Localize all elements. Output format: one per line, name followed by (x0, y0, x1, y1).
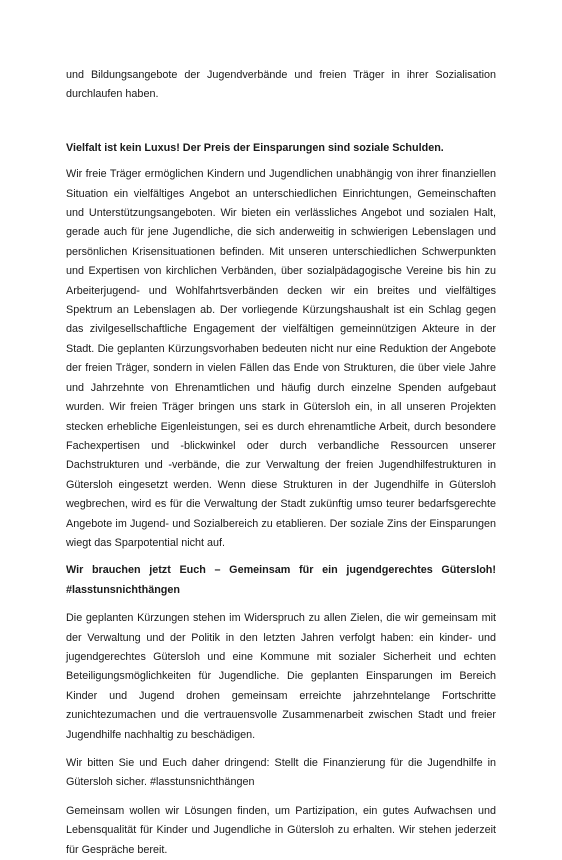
section1-heading: Vielfalt ist kein Luxus! Der Preis der Einsparungen sind soziale Schulden. (66, 141, 444, 154)
section2-heading: Wir brauchen jetzt Euch – Gemeinsam für ein jugendgerechtes Gütersloh! #lasstunsnichthängen (66, 564, 496, 596)
intro-paragraph: und Bildungsangebote der Jugendverbände und freien Träger in ihrer Sozialisation durchlaufen haben. (66, 69, 496, 101)
section2-paragraph-2: Wir bitten Sie und Euch daher dringend: Stellt die Finanzierung für die Jugendhilfe in Gütersloh sicher. #lasstunsnichthängen (66, 757, 496, 789)
section2-paragraph-1: Die geplanten Kürzungen stehen im Widerspruch zu allen Zielen, die wir gemeinsam mit der Verwaltung und der Politik in den letzten Jahren verfolgt haben: ein kinder- und jugendgerechtes Gütersloh und eine Kommune mit sozialer Sicherheit und echten Beteiligungsmöglichkeiten für Jugendliche. Die geplanten Einsparungen im Bereich Kinder und Jugend drohen gemeinsam erreichte jahrzehntelange Fortschritte zunichtezumachen und die vertrauensvolle Zusammenarbeit zwischen Stadt und freier Jugendhilfe nachhaltig zu beschädigen. (66, 612, 496, 741)
section2-paragraph-3: Gemeinsam wollen wir Lösungen finden, um Partizipation, ein gutes Aufwachsen und Lebensqualität für Kinder und Jugendliche in Gütersloh zu erhalten. Wir stehen jederzeit für Gespräche bereit. (66, 804, 496, 856)
section1-paragraph: Wir freie Träger ermöglichen Kindern und Jugendlichen unabhängig von ihrer finanziellen Situation ein vielfältiges Angebot an unterschiedlichen Einrichtungen, Gemeinschaften und Unterstützungsangeboten. Wir bieten ein verlässliches Angebot und sozialen Halt, gerade auch für jene Jugendliche, die sich anderweitig in schwierigen Lebenslagen und persönlichen Krisensituationen befinden. Mit unseren unterschiedlichen Schwerpunkten und Expertisen von kirchlichen Verbänden, über sozialpädagogische Vereine bis hin zu Arbeiterjugend- und Wohlfahrtsverbänden decken wir ein breites und vielfältiges Spektrum an Lebenslagen ab. Der vorliegende Kürzungshaushalt ist ein Schlag gegen das zivilgesellschaftliche Engagement der vielfältigen gemeinnützigen Akteure in der Stadt. Die geplanten Kürzungsvorhaben bedeuten nicht nur eine Reduktion der Angebote der freien Träger, sondern in vielen Fällen das Ende von Strukturen, die über viele Jahre und Jahrzehnte von Ehrenamtlichen und häufig durch einzelne Spenden aufgebaut wurden. Wir freien Träger bringen uns stark in Gütersloh ein, in all unseren Projekten stecken erhebliche Eigenleistungen, sei es durch ehrenamtliche Arbeit, durch besondere Fachexpertisen und -blickwinkel oder durch verbandliche Ressourcen unserer Dachstrukturen und -verbände, die zur Verwaltung der freien Jugendhilfestrukturen in Gütersloh eingesetzt werden. Wenn diese Strukturen in der Jugendhilfe in Gütersloh wegbrechen, wird es für die Verwaltung der Stadt zukünftig umso teurer bedarfsgerechte Angebote im Jugend- und Sozialbereich zu etablieren. Der soziale Zins der Einsparungen wiegt das Sparpotential nicht auf. (66, 168, 496, 549)
